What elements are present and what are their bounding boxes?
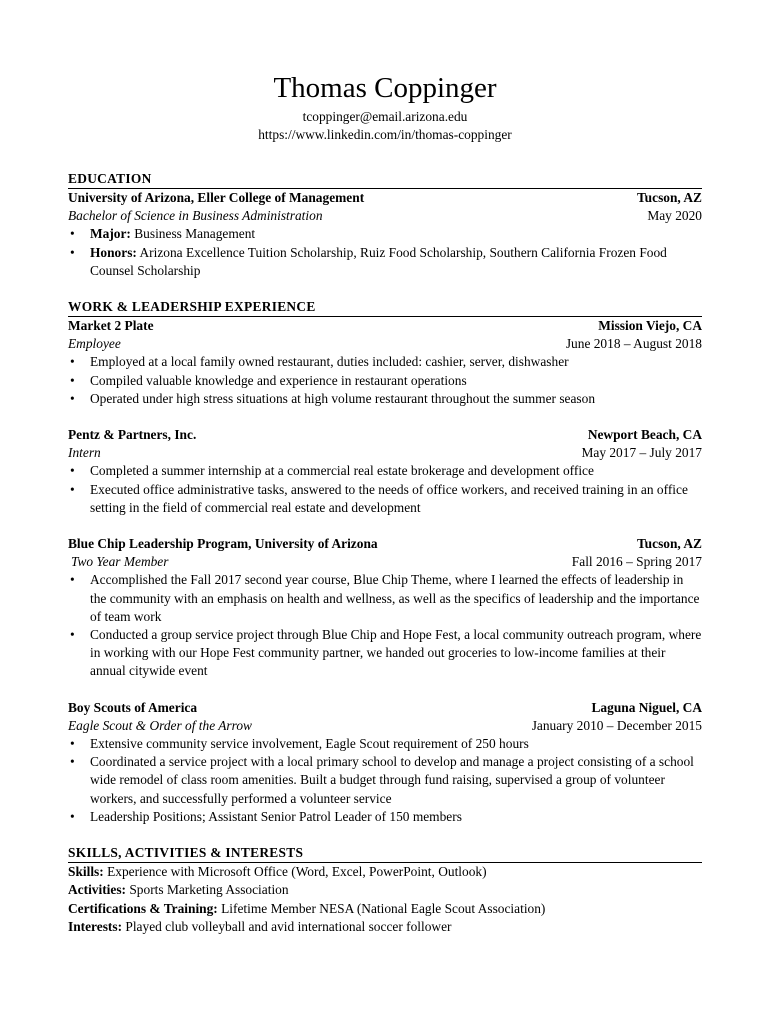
certifications-line [68, 900, 702, 918]
entry-bullets [68, 571, 702, 680]
bullet-icon: • [70, 390, 75, 406]
list-item [68, 244, 702, 280]
entry-bullets [68, 353, 702, 408]
activities-text: Sports Marketing Association [126, 882, 289, 898]
organization-location: Laguna Niguel, CA [591, 699, 702, 715]
experience-section [68, 298, 702, 826]
list-item [68, 753, 702, 808]
degree-name: Bachelor of Science in Business Administration [68, 208, 323, 224]
list-item [68, 571, 702, 626]
entry-role-row [68, 717, 702, 735]
bullet-text: Compiled valuable knowledge and experience in restaurant operations [90, 372, 467, 388]
bullet-icon: • [70, 627, 75, 643]
list-item [68, 390, 702, 408]
experience-entry [68, 426, 702, 517]
resume-page [68, 68, 702, 936]
bullet-icon: • [70, 372, 75, 388]
experience-entry [68, 535, 702, 681]
organization-name: Blue Chip Leadership Program, University of Arizona [68, 536, 378, 552]
bullet-icon: • [70, 736, 75, 752]
education-degree-row [68, 207, 702, 225]
list-item [68, 372, 702, 390]
role-dates: June 2018 – August 2018 [565, 336, 702, 352]
organization-name: Market 2 Plate [68, 318, 154, 334]
activities-line [68, 881, 702, 899]
detail-label: Honors: [90, 244, 137, 260]
activities-label: Activities: [68, 882, 127, 898]
interests-line [68, 918, 702, 936]
bullet-text: Leadership Positions; Assistant Senior Patrol Leader of 150 members [90, 808, 462, 824]
bullet-icon: • [70, 481, 75, 497]
certifications-label: Certifications & Training: [68, 900, 218, 916]
list-item [68, 481, 702, 517]
bullet-text: Executed office administrative tasks, answered to the needs of office workers, and received training in an office setting in the field of commercial real estate and development [90, 481, 688, 515]
interests-text: Played club volleyball and avid international soccer follower [122, 918, 452, 934]
experience-entry [68, 699, 702, 826]
role-dates: Fall 2016 – Spring 2017 [571, 554, 702, 570]
bullet-icon: • [70, 754, 75, 770]
detail-text: Business Management [130, 226, 256, 242]
bullet-icon: • [70, 226, 75, 242]
education-details [68, 225, 702, 280]
candidate-name: Thomas Coppinger [273, 72, 497, 104]
entry-role-row [68, 553, 702, 571]
entry-bullets [68, 735, 702, 826]
detail-text: Arizona Excellence Tuition Scholarship, Ruiz Food Scholarship, Southern California Frozen Food Counsel Scholarship [90, 244, 667, 278]
skills-text: Experience with Microsoft Office (Word, Excel, PowerPoint, Outlook) [103, 864, 487, 880]
bullet-text: Coordinated a service project with a local primary school to develop and manage a project consisting of a school wide remodel of class room amenities. Built a budget through fund raising, supervised a group of volunteer workers, and successfully performed a volunteer service [90, 754, 694, 806]
interests-label: Interests: [68, 918, 123, 934]
bullet-icon: • [70, 808, 75, 824]
school-location: Tucson, AZ [636, 190, 702, 205]
section-title-education: EDUCATION [68, 170, 702, 189]
skills-label: Skills: [68, 864, 104, 880]
bullet-text: Conducted a group service project through Blue Chip and Hope Fest, a local community outreach program, where in working with our Hope Fest community partner, we handed out groceries to low-income families at their annual citywide event [90, 627, 702, 679]
organization-location: Mission Viejo, CA [598, 318, 702, 334]
entry-header-row [68, 535, 702, 553]
entry-header-row [68, 317, 702, 335]
role-title: Employee [68, 336, 121, 352]
experience-entry [68, 317, 702, 408]
entry-header-row [68, 699, 702, 717]
organization-name: Pentz & Partners, Inc. [68, 427, 197, 443]
entry-role-row [68, 444, 702, 462]
skills-line [68, 863, 702, 881]
bullet-text: Accomplished the Fall 2017 second year course, Blue Chip Theme, where I learned the effects of leadership in the community with an emphasis on health and wellness, as well as the specifics of leadership and the importance of team work [90, 572, 700, 624]
list-item [68, 735, 702, 753]
linkedin-url[interactable]: https://www.linkedin.com/in/thomas-coppinger [258, 127, 512, 142]
organization-name: Boy Scouts of America [68, 699, 198, 715]
detail-label: Major: [90, 226, 131, 242]
entry-header-row [68, 426, 702, 444]
list-item [68, 626, 702, 681]
role-title: Intern [68, 445, 101, 461]
organization-location: Newport Beach, CA [587, 427, 702, 443]
bullet-icon: • [70, 244, 75, 260]
role-title: Eagle Scout & Order of the Arrow [68, 717, 252, 733]
role-dates: May 2017 – July 2017 [581, 445, 702, 461]
role-dates: January 2010 – December 2015 [531, 717, 702, 733]
skills-section [68, 844, 702, 936]
education-section [68, 170, 702, 280]
organization-location: Tucson, AZ [636, 536, 702, 552]
bullet-icon: • [70, 354, 75, 370]
certifications-text: Lifetime Member NESA (National Eagle Scout Association) [217, 900, 546, 916]
bullet-icon: • [70, 572, 75, 588]
bullet-text: Employed at a local family owned restaurant, duties included: cashier, server, dishwasher [90, 354, 569, 370]
bullet-icon: • [70, 463, 75, 479]
bullet-text: Operated under high stress situations at high volume restaurant throughout the summer season [90, 390, 596, 406]
entry-role-row [68, 335, 702, 353]
list-item [68, 462, 702, 480]
section-title-experience: WORK & LEADERSHIP EXPERIENCE [68, 298, 702, 317]
role-title: Two Year Member [71, 554, 169, 570]
bullet-text: Extensive community service involvement, Eagle Scout requirement of 250 hours [90, 736, 529, 752]
list-item [68, 225, 702, 243]
email-address[interactable]: tcoppinger@email.arizona.edu [302, 109, 468, 124]
school-name: University of Arizona, Eller College of Management [68, 190, 365, 205]
entry-bullets [68, 462, 702, 517]
resume-header [68, 68, 702, 144]
list-item [68, 353, 702, 371]
list-item [68, 808, 702, 826]
bullet-text: Completed a summer internship at a commercial real estate brokerage and development office [90, 463, 594, 479]
graduation-date: May 2020 [647, 208, 702, 224]
education-school-row [68, 189, 702, 207]
section-title-skills: SKILLS, ACTIVITIES & INTERESTS [68, 844, 702, 863]
